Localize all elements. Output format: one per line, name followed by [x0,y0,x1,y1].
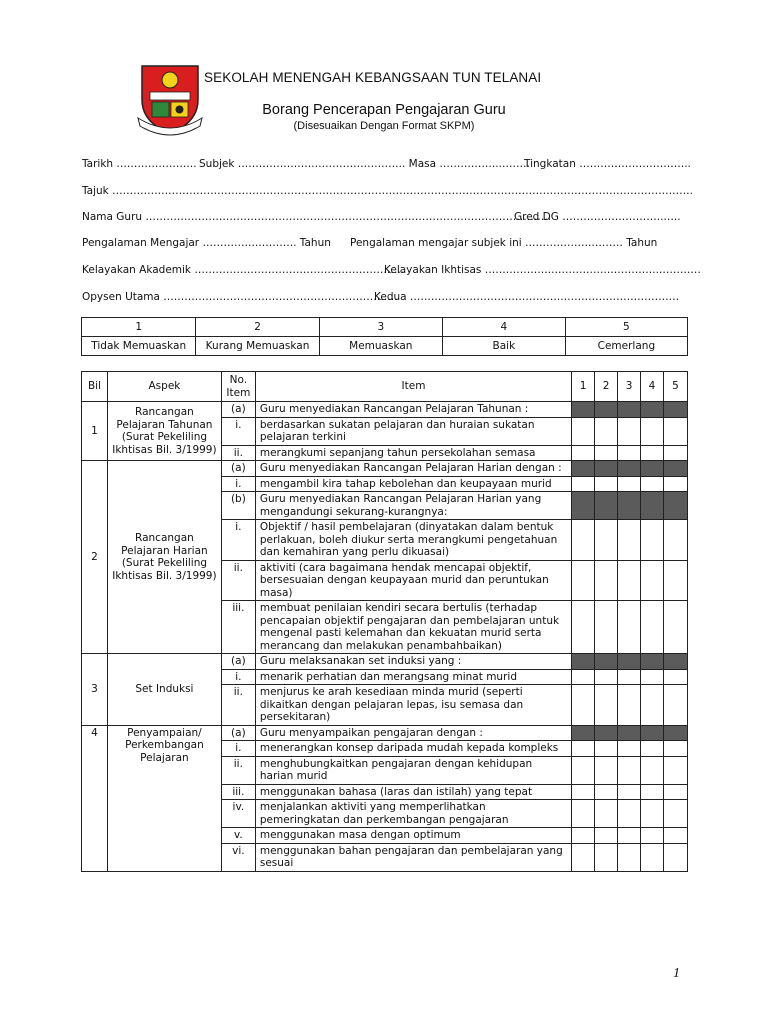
kelayakan-ikhtisas-field[interactable]: Kelayakan Ikhtisas ……………….……………..…………..………… [384,264,701,276]
section-aspect: Rancangan Pelajaran Harian (Surat Pekeliling Ikhtisas Bil. 3/1999) [107,461,221,654]
table-row [82,461,688,477]
score-cell[interactable] [641,800,664,828]
score-cell[interactable] [618,601,641,654]
form-header [0,0,768,150]
header-score: 5 [663,372,687,402]
score-cell[interactable] [663,784,687,800]
shaded-score-cell [595,492,618,520]
school-name: SEKOLAH MENENGAH KEBANGSAAN TUN TELANAI [204,70,542,85]
score-cell[interactable] [572,417,595,445]
shaded-score-cell [572,725,595,741]
section-number: 4 [82,725,108,871]
score-cell[interactable] [641,741,664,757]
item-text: Objektif / hasil pembelajaran (dinyatakan dalam bentuk perlakuan, boleh diukur serta merangkumi pengetahuan dan kemahiran yang perlu dikuasai) [255,520,571,561]
score-cell[interactable] [572,741,595,757]
rating-label: Tidak Memuaskan [82,337,196,356]
item-text: menghubungkaitkan pengajaran dengan kehidupan harian murid [255,756,571,784]
item-number: vi. [221,843,255,871]
pengalaman-field[interactable]: Pengalaman Mengajar …………….……….. Tahun [82,237,331,249]
nama-guru-field[interactable]: Nama Guru ……………………………………………………………………………….……………………. [82,211,552,223]
item-number: (a) [221,654,255,670]
score-cell[interactable] [641,685,664,726]
rating-number: 3 [319,318,442,337]
shaded-score-cell [595,461,618,477]
score-cell[interactable] [663,843,687,871]
score-cell[interactable] [595,601,618,654]
table-body [82,402,688,872]
tingkatan-field[interactable]: Tingkatan ………………………….. [524,158,691,170]
item-text: menggunakan bahasa (laras dan istilah) yang tepat [255,784,571,800]
pengalaman-subjek-field[interactable]: Pengalaman mengajar subjek ini ……………….……… Tahun [350,237,658,249]
opsyen-utama-field[interactable]: Opysen Utama …………………………………………………………. [82,291,398,303]
score-cell[interactable] [641,445,664,461]
section-aspect: Penyampaian/ Perkembangan Pelajaran [107,725,221,871]
item-number: (a) [221,461,255,477]
item-text: menggunakan bahan pengajaran dan pembelajaran yang sesuai [255,843,571,871]
shaded-score-cell [641,402,664,418]
score-cell[interactable] [641,756,664,784]
page-number: 1 [673,966,680,981]
rating-label: Baik [442,337,565,356]
section-aspect: Rancangan Pelajaran Tahunan (Surat Pekeliling Ikhtisas Bil. 3/1999) [107,402,221,461]
rating-label: Kurang Memuaskan [196,337,319,356]
shaded-score-cell [595,725,618,741]
rating-label-row [82,337,688,356]
header-score: 4 [641,372,664,402]
kedua-field[interactable]: Kedua ……………………………………..…………………………… [374,291,680,303]
section-aspect: Set Induksi [107,654,221,726]
item-text: merangkumi sepanjang tahun persekolahan semasa [255,445,571,461]
score-cell[interactable] [618,741,641,757]
shaded-score-cell [618,402,641,418]
item-text: mengambil kira tahap kebolehan dan keupayaan murid [255,476,571,492]
score-cell[interactable] [572,685,595,726]
score-cell[interactable] [595,784,618,800]
tajuk-field[interactable]: Tajuk …………………………………………………………………………………………………………………………………………………. [82,185,693,197]
score-cell[interactable] [618,417,641,445]
score-cell[interactable] [595,476,618,492]
table-row [82,402,688,418]
score-cell[interactable] [572,784,595,800]
item-number: i. [221,520,255,561]
score-cell[interactable] [595,685,618,726]
score-cell[interactable] [572,843,595,871]
shaded-score-cell [663,654,687,670]
score-cell[interactable] [641,669,664,685]
score-cell[interactable] [618,756,641,784]
item-number: i. [221,476,255,492]
score-cell[interactable] [618,800,641,828]
score-cell[interactable] [618,685,641,726]
item-number: iii. [221,784,255,800]
score-cell[interactable] [618,843,641,871]
score-cell[interactable] [595,843,618,871]
form-subtitle: (Disesuaikan Dengan Format SKPM) [293,120,475,132]
section-number: 3 [82,654,108,726]
item-number: i. [221,669,255,685]
item-text: menjurus ke arah kesediaan minda murid (seperti dikaitkan dengan pelajaran lepas, isu semasa dan persekitaran) [255,685,571,726]
score-cell[interactable] [572,756,595,784]
score-cell[interactable] [618,560,641,601]
gred-field[interactable]: Gred DG ………………………..….. [514,211,681,223]
score-cell[interactable] [595,800,618,828]
shaded-score-cell [641,725,664,741]
table-header-row [82,372,688,402]
item-text: aktiviti (cara bagaimana hendak mencapai objektif, bersesuaian dengan keupayaan murid dan peruntukan masa) [255,560,571,601]
header-score: 3 [618,372,641,402]
header-no-item: No. Item [221,372,255,402]
section-number: 1 [82,402,108,461]
shaded-score-cell [663,492,687,520]
header-item: Item [255,372,571,402]
score-cell[interactable] [663,417,687,445]
shaded-score-cell [663,402,687,418]
shaded-score-cell [572,492,595,520]
item-number: i. [221,741,255,757]
score-cell[interactable] [595,520,618,561]
shaded-score-cell [663,461,687,477]
score-cell[interactable] [663,756,687,784]
item-text: membuat penilaian kendiri secara bertulis (terhadap pencapaian objektif pengajaran dan pembelajaran untuk mengenal pasti kelemahan dan kekuatan murid serta merancang dan melakukan penambahbaikan) [255,601,571,654]
shaded-score-cell [663,725,687,741]
score-cell[interactable] [663,741,687,757]
score-cell[interactable] [595,417,618,445]
shaded-score-cell [641,492,664,520]
subjek-field[interactable]: Subjek ………………….…………………….. Masa ……………..……… [199,158,531,170]
item-number: (a) [221,402,255,418]
score-cell[interactable] [572,828,595,844]
shaded-score-cell [572,402,595,418]
score-cell[interactable] [595,560,618,601]
item-text: Guru menyediakan Rancangan Pelajaran Harian dengan : [255,461,571,477]
score-cell[interactable] [641,601,664,654]
score-cell[interactable] [618,520,641,561]
score-cell[interactable] [572,669,595,685]
rating-scale-table [81,317,688,356]
score-cell[interactable] [595,445,618,461]
item-number: ii. [221,756,255,784]
item-text: menerangkan konsep daripada mudah kepada kompleks [255,741,571,757]
item-text: menggunakan masa dengan optimum [255,828,571,844]
observation-table [81,371,688,872]
score-cell[interactable] [641,784,664,800]
score-cell[interactable] [595,741,618,757]
item-text: Guru menyediakan Rancangan Pelajaran Harian yang mengandungi sekurang-kurangnya: [255,492,571,520]
score-cell[interactable] [618,828,641,844]
header-aspek: Aspek [107,372,221,402]
score-cell[interactable] [663,601,687,654]
header-score: 1 [572,372,595,402]
table-row [82,654,688,670]
item-number: iii. [221,601,255,654]
item-number: ii. [221,445,255,461]
item-number: iv. [221,800,255,828]
score-cell[interactable] [572,445,595,461]
kelayakan-akademik-field[interactable]: Kelayakan Akademik …………………………………………………… [82,264,405,276]
rating-number: 5 [565,318,687,337]
item-text: menarik perhatian dan merangsang minat murid [255,669,571,685]
score-cell[interactable] [663,445,687,461]
section-number: 2 [82,461,108,654]
score-cell[interactable] [641,417,664,445]
rating-number-row [82,318,688,337]
item-text: berdasarkan sukatan pelajaran dan huraian sukatan pelajaran terkini [255,417,571,445]
item-number: (a) [221,725,255,741]
shaded-score-cell [595,654,618,670]
item-number: ii. [221,685,255,726]
item-number: (b) [221,492,255,520]
score-cell[interactable] [595,828,618,844]
score-cell[interactable] [572,800,595,828]
shaded-score-cell [618,654,641,670]
score-cell[interactable] [572,601,595,654]
score-cell[interactable] [618,476,641,492]
score-cell[interactable] [595,669,618,685]
shaded-score-cell [572,461,595,477]
score-cell[interactable] [663,476,687,492]
rating-number: 2 [196,318,319,337]
score-cell[interactable] [663,685,687,726]
rating-number: 4 [442,318,565,337]
item-number: i. [221,417,255,445]
score-cell[interactable] [641,560,664,601]
header-bil: Bil [82,372,108,402]
shaded-score-cell [618,461,641,477]
item-text: Guru menyediakan Rancangan Pelajaran Tahunan : [255,402,571,418]
score-cell[interactable] [618,784,641,800]
score-cell[interactable] [663,828,687,844]
score-cell[interactable] [641,476,664,492]
table-row [82,725,688,741]
score-cell[interactable] [618,445,641,461]
shaded-score-cell [618,492,641,520]
shaded-score-cell [618,725,641,741]
shaded-score-cell [595,402,618,418]
shaded-score-cell [641,461,664,477]
score-cell[interactable] [663,520,687,561]
rating-label: Cemerlang [565,337,687,356]
header-score: 2 [595,372,618,402]
score-cell[interactable] [572,476,595,492]
score-cell[interactable] [572,560,595,601]
rating-label: Memuaskan [319,337,442,356]
score-cell[interactable] [663,669,687,685]
rating-number: 1 [82,318,196,337]
form-title: Borang Pencerapan Pengajaran Guru [262,102,506,118]
item-text: Guru melaksanakan set induksi yang : [255,654,571,670]
shaded-score-cell [641,654,664,670]
score-cell[interactable] [641,520,664,561]
score-cell[interactable] [641,843,664,871]
score-cell[interactable] [595,756,618,784]
score-cell[interactable] [663,560,687,601]
score-cell[interactable] [572,520,595,561]
item-number: ii. [221,560,255,601]
item-text: Guru menyampaikan pengajaran dengan : [255,725,571,741]
score-cell[interactable] [641,828,664,844]
item-text: menjalankan aktiviti yang memperlihatkan pemeringkatan dan perkembangan pengajaran [255,800,571,828]
score-cell[interactable] [618,669,641,685]
score-cell[interactable] [663,800,687,828]
tarikh-field[interactable]: Tarikh ………………….. [82,158,197,170]
shaded-score-cell [572,654,595,670]
item-number: v. [221,828,255,844]
